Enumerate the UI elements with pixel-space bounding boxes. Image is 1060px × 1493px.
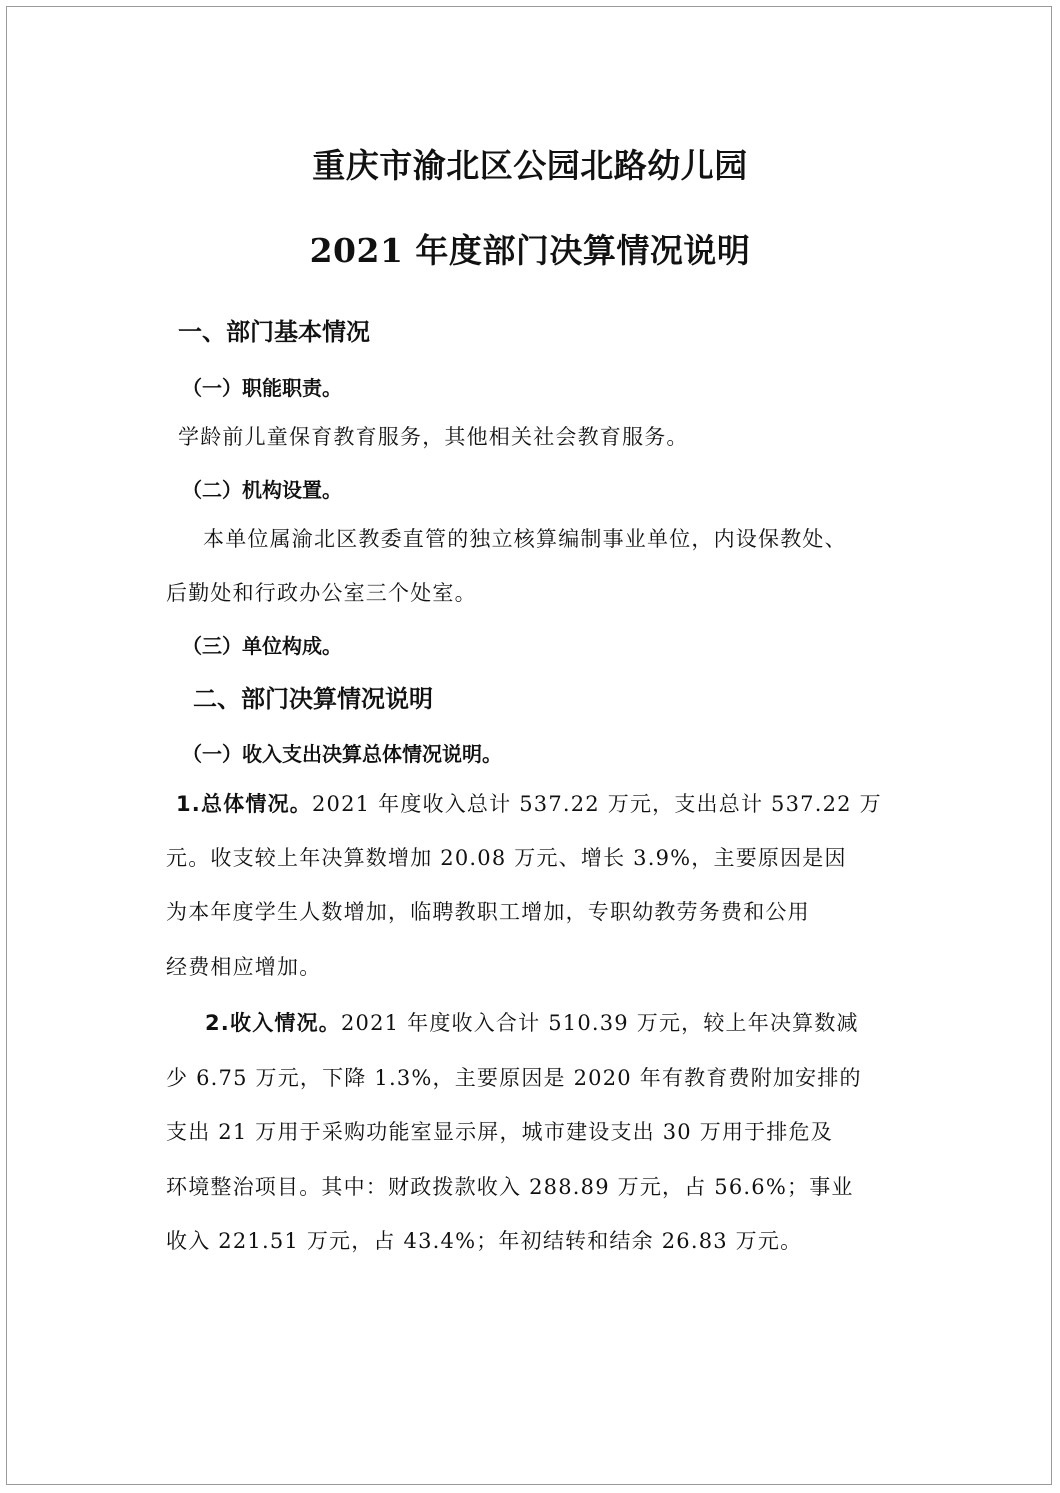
overall-line1-text: 2021 年度收入总计 537.22 万元，支出总计 537.22 万 <box>312 792 882 816</box>
income-line1-text: 2021 年度收入合计 510.39 万元，较上年决算数减 <box>341 1011 859 1035</box>
overall-paragraph-line4: 经费相应增加。 <box>166 955 322 979</box>
overall-paragraph-line3: 为本年度学生人数增加，临聘教职工增加，专职幼教劳务费和公用 <box>166 900 810 924</box>
income-paragraph-line5: 收入 221.51 万元，占 43.4%；年初结转和结余 26.83 万元。 <box>166 1229 803 1253</box>
document-title-line1: 重庆市渝北区公园北路幼儿园 <box>312 146 748 185</box>
section1-heading: 一、部门基本情况 <box>178 317 370 346</box>
section1-sub1-text: 学龄前儿童保育教育服务，其他相关社会教育服务。 <box>178 425 689 449</box>
income-paragraph-line1 <box>205 1007 859 1037</box>
overall-paragraph-line1 <box>176 788 882 818</box>
overall-paragraph-line2: 元。收支较上年决算数增加 20.08 万元、增长 3.9%，主要原因是因 <box>166 846 847 870</box>
income-paragraph-line4: 环境整治项目。其中：财政拨款收入 288.89 万元，占 56.6%；事业 <box>166 1175 854 1199</box>
section2-sub1-heading: （一）收入支出决算总体情况说明。 <box>182 742 502 766</box>
overall-label: 1.总体情况。 <box>176 792 312 816</box>
section2-heading: 二、部门决算情况说明 <box>193 684 433 713</box>
section1-sub2-text-line1: 本单位属渝北区教委直管的独立核算编制事业单位，内设保教处、 <box>203 527 847 551</box>
income-paragraph-line2: 少 6.75 万元，下降 1.3%，主要原因是 2020 年有教育费附加安排的 <box>166 1066 862 1090</box>
section1-sub1-heading: （一）职能职责。 <box>182 376 342 400</box>
section1-sub2-heading: （二）机构设置。 <box>182 478 342 502</box>
section1-sub2-text-line2: 后勤处和行政办公室三个处室。 <box>166 581 477 605</box>
document-title-line2: 2021 年度部门决算情况说明 <box>309 231 751 270</box>
income-label: 2.收入情况。 <box>205 1011 341 1035</box>
section1-sub3-heading: （三）单位构成。 <box>182 634 342 658</box>
income-paragraph-line3: 支出 21 万用于采购功能室显示屏，城市建设支出 30 万用于排危及 <box>166 1120 833 1144</box>
